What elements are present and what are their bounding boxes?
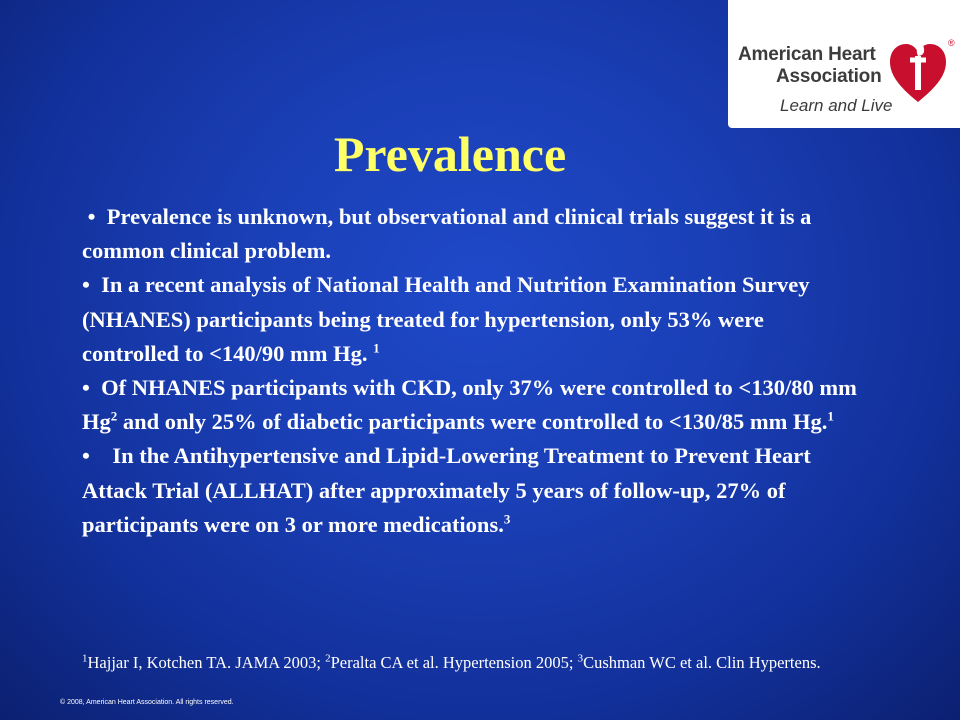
bullet-4 (82, 439, 862, 542)
logo-line1: American Heart (738, 44, 876, 65)
bullet-3 (82, 371, 862, 439)
reference-3: Cushman WC et al. Clin Hypertens. (583, 653, 821, 672)
bullet-text: In a recent analysis of National Health and Nutrition Examination Survey (NHANES) participants being treated for hypertension, only 53% were controlled to <140/90 mm Hg. (82, 272, 810, 366)
bullet-marker: • (82, 272, 90, 298)
bullet-list (82, 200, 862, 542)
bullet-text: In the Antihypertensive and Lipid-Lowering Treatment to Prevent Heart Attack Trial (ALLHAT) after approximately 5 years of follow-up, 27% of participants were on 3 or more medications. (82, 443, 811, 537)
reference-1: Hajjar I, Kotchen TA. JAMA 2003; (87, 653, 326, 672)
aha-logo (728, 0, 960, 128)
slide-title: Prevalence (333, 126, 567, 182)
reference-number: 3 (577, 652, 584, 665)
references (82, 652, 882, 674)
bullet-2 (82, 268, 862, 371)
copyright-notice: © 2008, American Heart Association. All rights reserved. (60, 699, 234, 706)
bullet-text-continued: and only 25% of diabetic participants were controlled to <130/85 mm Hg. (117, 409, 828, 435)
citation-marker: 1 (827, 408, 834, 424)
bullet-marker: • (87, 204, 96, 229)
bullet-marker: • (82, 443, 90, 469)
bullet-text: Prevalence is unknown, but observational and clinical trials suggest it is a common clinical problem. (82, 204, 812, 264)
bullet-text: Of NHANES participants with CKD, only 37% were controlled to <130/80 mm Hg (82, 375, 857, 435)
logo-line2: Association (776, 66, 882, 87)
reference-number: 2 (325, 652, 331, 665)
bullet-1 (82, 200, 862, 268)
citation-marker: 1 (373, 340, 380, 356)
registered-mark: ® (948, 38, 955, 48)
logo-tagline: Learn and Live (780, 96, 893, 115)
citation-marker: 3 (503, 511, 511, 527)
citation-marker: 2 (110, 408, 118, 424)
reference-2: Peralta CA et al. Hypertension 2005; (330, 653, 578, 672)
reference-number: 1 (82, 652, 88, 665)
bullet-marker: • (82, 375, 90, 401)
heart-torch-icon (888, 34, 948, 106)
